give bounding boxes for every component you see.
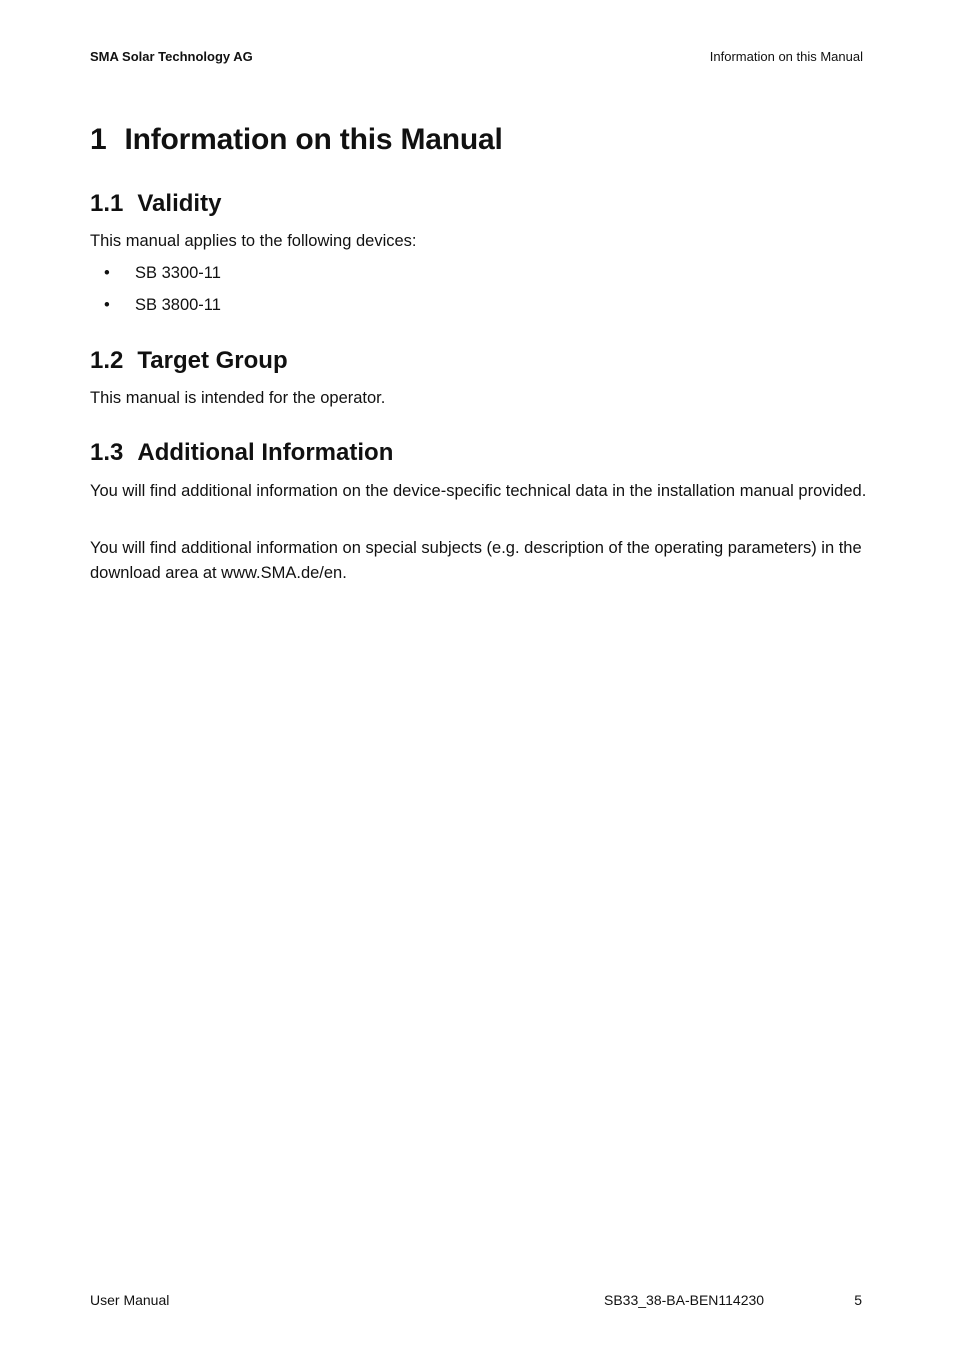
- section-title: Target Group: [137, 347, 288, 374]
- section-number: 1.3: [90, 439, 124, 466]
- section-heading-validity: [90, 190, 221, 218]
- header-chapter: Information on this Manual: [709, 49, 863, 64]
- section-title: Validity: [137, 190, 222, 217]
- chapter-heading: [90, 123, 503, 157]
- section-title: Additional Information: [137, 439, 394, 466]
- additional-info-paragraph-1: You will find additional information on the device-specific technical data in the installation manual provided.: [90, 482, 867, 500]
- section-number: 1.2: [90, 347, 124, 374]
- page-number: 5: [854, 1292, 862, 1308]
- additional-info-paragraph-2: You will find additional information on special subjects (e.g. description of the operating parameters) in the download area at www.SMA.de/en.: [90, 539, 862, 582]
- section-heading-additional-information: [90, 439, 393, 467]
- list-item-text: SB 3300-11: [135, 264, 221, 282]
- target-group-paragraph: This manual is intended for the operator.: [90, 389, 386, 407]
- chapter-number: 1: [90, 123, 107, 156]
- footer-doc-id: SB33_38-BA-BEN114230: [604, 1292, 765, 1308]
- section-heading-target-group: [90, 347, 288, 375]
- footer-doc-type: User Manual: [90, 1292, 170, 1308]
- chapter-title: Information on this Manual: [124, 123, 503, 156]
- bullet-icon: •: [104, 296, 110, 314]
- list-item: [104, 261, 221, 286]
- section-number: 1.1: [90, 190, 124, 217]
- list-item: [104, 293, 221, 318]
- header-company: SMA Solar Technology AG: [90, 49, 253, 64]
- bullet-icon: •: [104, 264, 110, 282]
- validity-paragraph: This manual applies to the following devices:: [90, 232, 417, 250]
- list-item-text: SB 3800-11: [135, 296, 221, 314]
